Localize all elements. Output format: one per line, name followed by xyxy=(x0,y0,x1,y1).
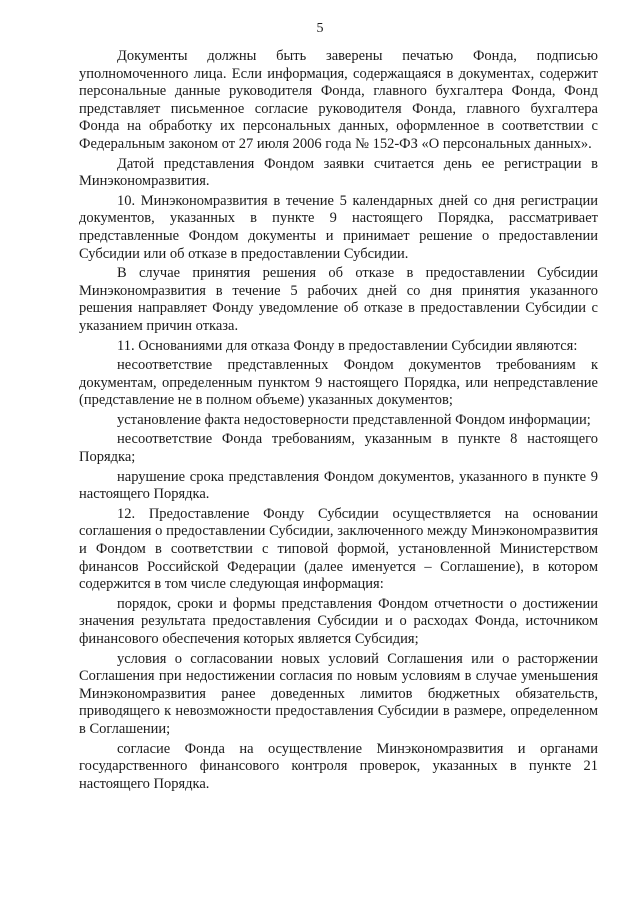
paragraph-refusal-ground-1: несоответствие представленных Фондом документов требованиям к документам, определенным пунктом 9 настоящего Порядка, или непредставление (представление не в полном объеме) указанных документов; xyxy=(79,357,598,409)
document-body xyxy=(79,48,598,793)
paragraph-item-11: 11. Основаниями для отказа Фонду в предоставлении Субсидии являются: xyxy=(117,337,578,354)
paragraph-refusal-notice: В случае принятия решения об отказе в предоставлении Субсидии Минэкономразвития в течение 5 рабочих дней со дня принятия указанного решения направляет Фонду уведомление об отказе в предоставлении Субсидии с указанием причин отказа. xyxy=(79,265,598,334)
paragraph-agreement-term-2: условия о согласовании новых условий Соглашения или о расторжении Соглашения при недостижении согласия по новым условиям в случае уменьшения Минэкономразвития ранее доведенных лимитов бюджетных обязательств, приводящего к невозможности предоставления Субсидии в размере, определенном в Соглашении; xyxy=(79,650,598,737)
paragraph-item-10: 10. Минэкономразвития в течение 5 календарных дней со дня регистрации документов, указанных в пункте 9 настоящего Порядка, рассматривает представленные Фондом документы и принимает решение о предоставлении Субсидии или об отказе в предоставлении Субсидии. xyxy=(79,192,598,262)
paragraph-agreement-term-1: порядок, сроки и формы представления Фондом отчетности о достижении значения результата предоставления Субсидии и о расходах Фонда, источником финансового обеспечения которых является Субсидия; xyxy=(79,595,598,647)
paragraph-refusal-ground-3: несоответствие Фонда требованиям, указанным в пункте 8 настоящего Порядка; xyxy=(79,431,598,466)
paragraph-item-12: 12. Предоставление Фонду Субсидии осуществляется на основании соглашения о предоставлении Субсидии, заключенного между Минэкономразвития и Фондом в соответствии с типовой формой, установленной Министерством финансов Российской Федерации (далее именуется – Соглашение), в котором содержится в том числе следующая информация: xyxy=(79,505,598,593)
page-number: 5 xyxy=(316,21,324,36)
paragraph-refusal-ground-2: установление факта недостоверности представленной Фондом информации; xyxy=(117,411,591,428)
paragraph-agreement-term-3: согласие Фонда на осуществление Минэкономразвития и органами государственного финансового контроля проверок, указанных в пункте 21 настоящего Порядка. xyxy=(79,740,598,792)
paragraph-documents-certification: Документы должны быть заверены печатью Фонда, подписью уполномоченного лица. Если информация, содержащаяся в документах, содержит персональные данные руководителя Фонда, главного бухгалтера Фонда, Фонд представляет письменное согласие руководителя Фонда, главного бухгалтера Фонда на обработку их персональных данных, оформленное в соответствии с Федеральным законом от 27 июля 2006 года № 152-ФЗ «О персональных данных». xyxy=(79,48,598,152)
paragraph-refusal-ground-4: нарушение срока представления Фондом документов, указанного в пункте 9 настоящего Порядка. xyxy=(79,468,598,503)
paragraph-submission-date: Датой представления Фондом заявки считается день ее регистрации в Минэкономразвития. xyxy=(79,155,598,190)
